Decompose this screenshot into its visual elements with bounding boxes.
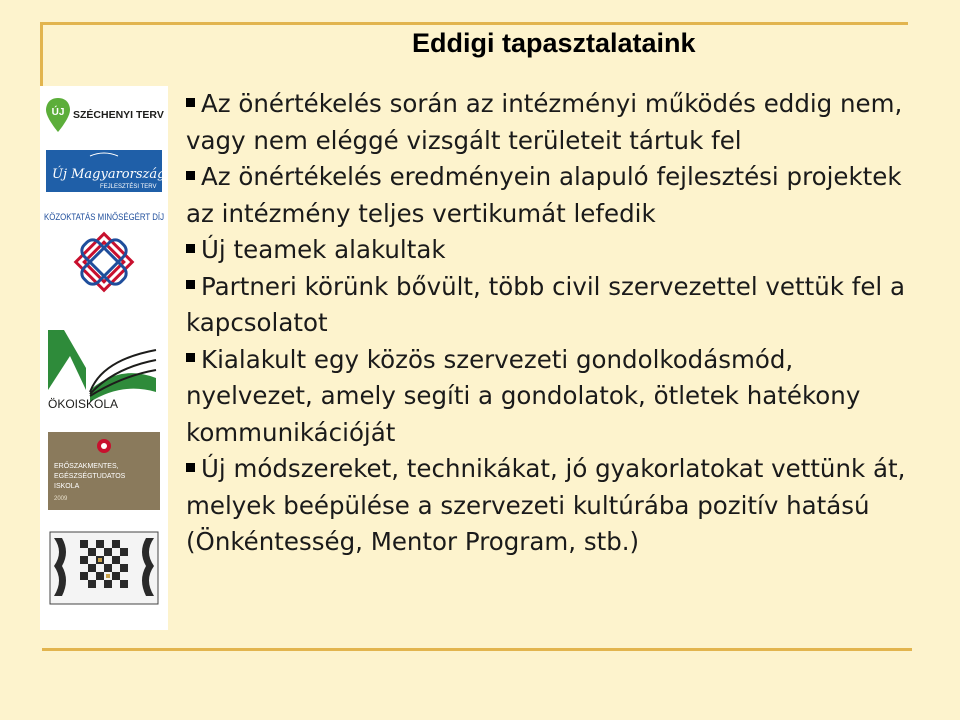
logo-column [40,86,168,630]
magyarorszag-name: Új Magyarország [52,167,166,182]
frame-top-line [42,22,908,25]
frame-bottom-line [42,648,912,651]
bullet-list [186,86,926,561]
okoiskola-name: ÖKOISKOLA [48,397,119,411]
eroszakmentes-line1: ERŐSZAKMENTES, [54,463,119,470]
eroszakmentes-year: 2009 [54,496,68,502]
kozoktatas-ring: KÖZOKTATÁS MINŐSÉGÉRT DÍJ [44,212,164,222]
bullet-item-3 [186,232,926,269]
bullet-text: Kialakult egy közös szervezeti gondolkodásmód, nyelvezet, amely segíti a gondolatok, ötletek hatékony kommunikációját [186,344,861,447]
bullet-item-2 [186,159,926,232]
frame-left-line [40,22,43,92]
square-bullet-icon [186,463,195,472]
szechenyi-prefix: ÚJ [51,107,65,118]
patterned-crest-logo [40,530,168,606]
bullet-item-4 [186,269,926,342]
square-bullet-icon [186,353,195,362]
magyarorszag-sub: FEJLESZTÉSI TERV [100,184,157,190]
uj-magyarorszag-logo [40,148,168,194]
bullet-item-5 [186,342,926,452]
szechenyi-name: SZÉCHENYI TERV [73,109,164,121]
eroszakmentes-line3: ISKOLA [54,483,80,490]
kozoktatas-minosegert-logo [40,210,168,314]
bullet-item-6 [186,451,926,561]
bullet-text: Az önértékelés eredményein alapuló fejlesztési projektek az intézmény teljes vertikumát lefedik [186,162,902,228]
slide-title: Eddigi tapasztalataink [412,28,696,58]
square-bullet-icon [186,98,195,107]
bullet-text: Új teamek alakultak [201,235,446,264]
szechenyi-terv-logo [40,94,168,138]
square-bullet-icon [186,244,195,253]
eroszakmentes-iskola-logo [40,432,168,510]
square-bullet-icon [186,280,195,289]
eroszakmentes-line2: EGÉSZSÉGTUDATOS [54,473,126,480]
okoiskola-logo [40,320,168,412]
bullet-item-1 [186,86,926,159]
bullet-text: Az önértékelés során az intézményi működés eddig nem, vagy nem eléggé vizsgált területeit tártuk fel [186,89,903,155]
bullet-text: Partneri körünk bővült, több civil szervezettel vettük fel a kapcsolatot [186,271,906,337]
square-bullet-icon [186,171,195,180]
bullet-text: Új módszereket, technikákat, jó gyakorlatokat vettünk át, melyek beépülése a szervezeti kultúrába pozitív hatású (Önkéntesség, Mentor Program, stb.) [186,454,906,556]
